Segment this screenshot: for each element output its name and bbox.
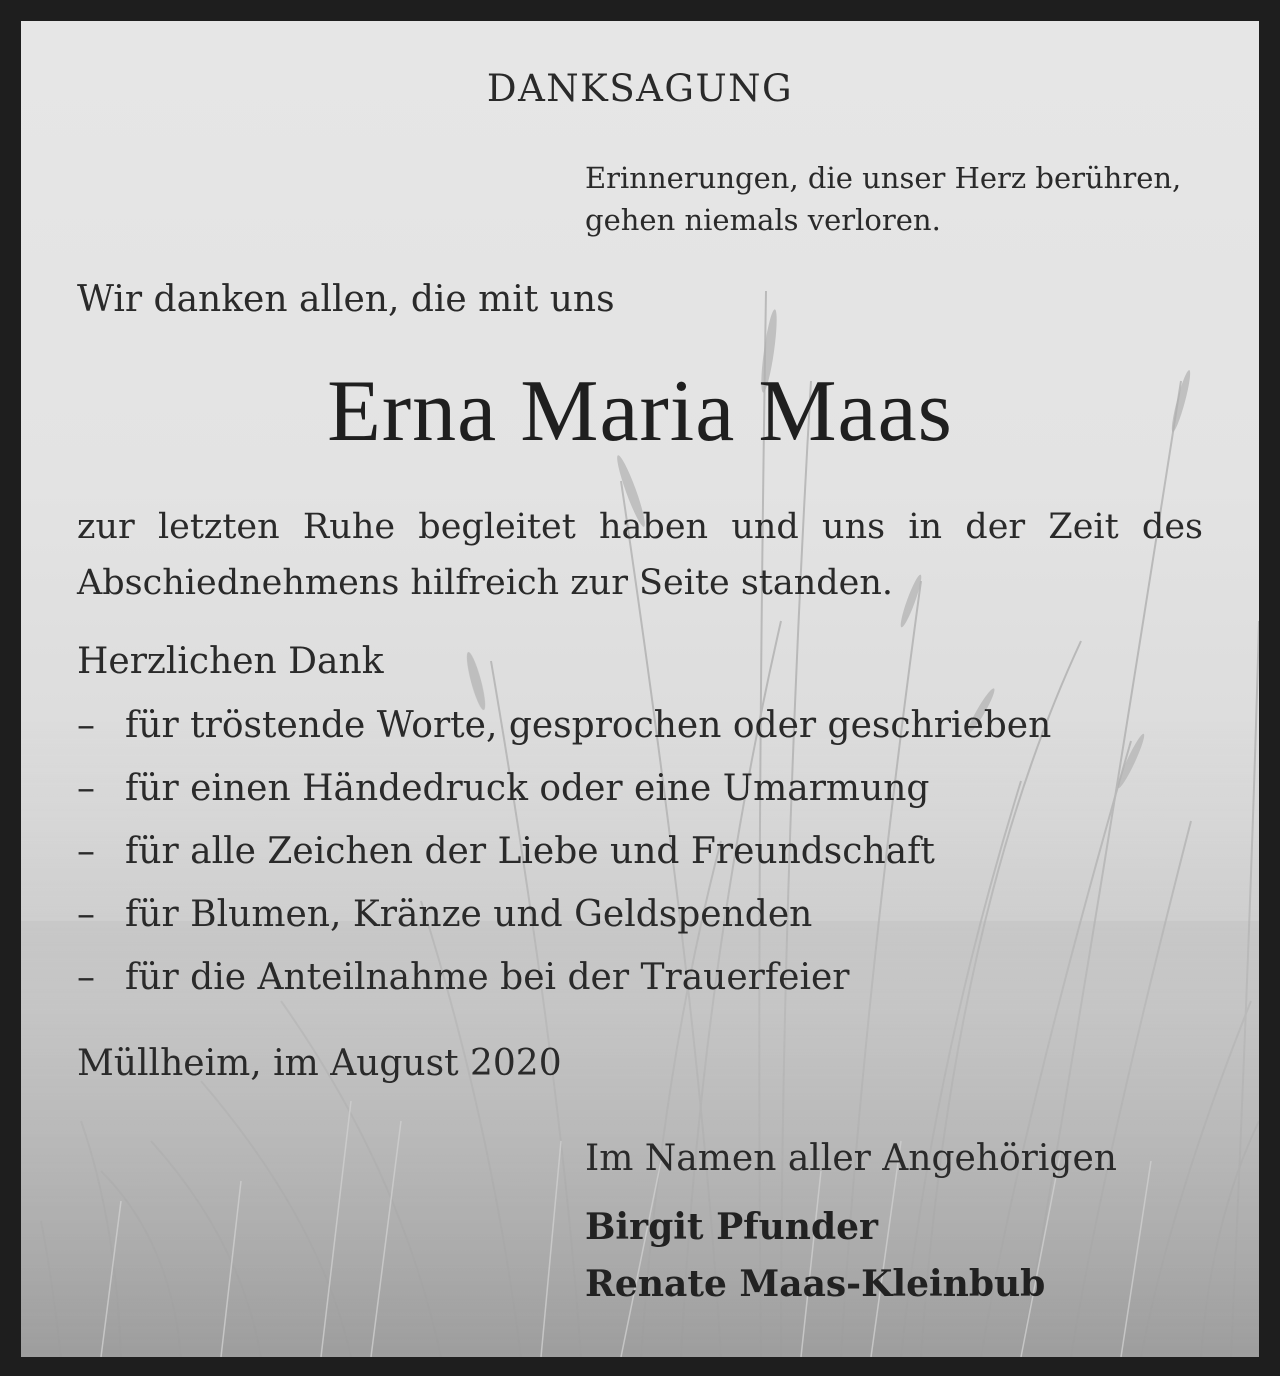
signer-name: Birgit Pfunder bbox=[585, 1206, 879, 1248]
list-item-text: für die Anteilnahme bei der Trauerfeier bbox=[125, 957, 850, 998]
list-item bbox=[77, 883, 1051, 946]
list-item bbox=[77, 757, 1051, 820]
signer-name: Renate Maas-Kleinbub bbox=[585, 1263, 1046, 1305]
body-text: zur letzten Ruhe begleitet haben und uns in der Zeit des Abschiednehmens hilfreich zur Seite standen. bbox=[77, 507, 1203, 603]
intro-text: Wir danken allen, die mit uns bbox=[77, 279, 615, 320]
list-item-text: für einen Händedruck oder eine Umarmung bbox=[125, 768, 930, 809]
motto-line-1: Erinnerungen, die unser Herz berühren, bbox=[585, 161, 1182, 195]
dash-bullet: – bbox=[77, 768, 95, 809]
deceased-name: Erna Maria Maas bbox=[327, 363, 953, 460]
thanks-title: Herzlichen Dank bbox=[77, 641, 384, 682]
dash-bullet: – bbox=[77, 705, 95, 746]
list-item-text: für alle Zeichen der Liebe und Freundschaft bbox=[125, 831, 935, 872]
dash-bullet: – bbox=[77, 957, 95, 998]
place-date: Müllheim, im August 2020 bbox=[77, 1043, 562, 1084]
thanks-list bbox=[77, 694, 1051, 1009]
signoff-text: Im Namen aller Angehörigen bbox=[585, 1138, 1117, 1179]
motto-line-2: gehen niemals verloren. bbox=[585, 203, 941, 237]
list-item-text: für Blumen, Kränze und Geldspenden bbox=[125, 894, 813, 935]
motto-quote bbox=[585, 157, 1225, 241]
list-item bbox=[77, 694, 1051, 757]
notice-card bbox=[21, 21, 1259, 1357]
dash-bullet: – bbox=[77, 831, 95, 872]
dash-bullet: – bbox=[77, 894, 95, 935]
heading-danksagung: DANKSAGUNG bbox=[486, 67, 794, 110]
list-item bbox=[77, 820, 1051, 883]
list-item-text: für tröstende Worte, gesprochen oder geschrieben bbox=[125, 705, 1052, 746]
list-item bbox=[77, 946, 1051, 1009]
